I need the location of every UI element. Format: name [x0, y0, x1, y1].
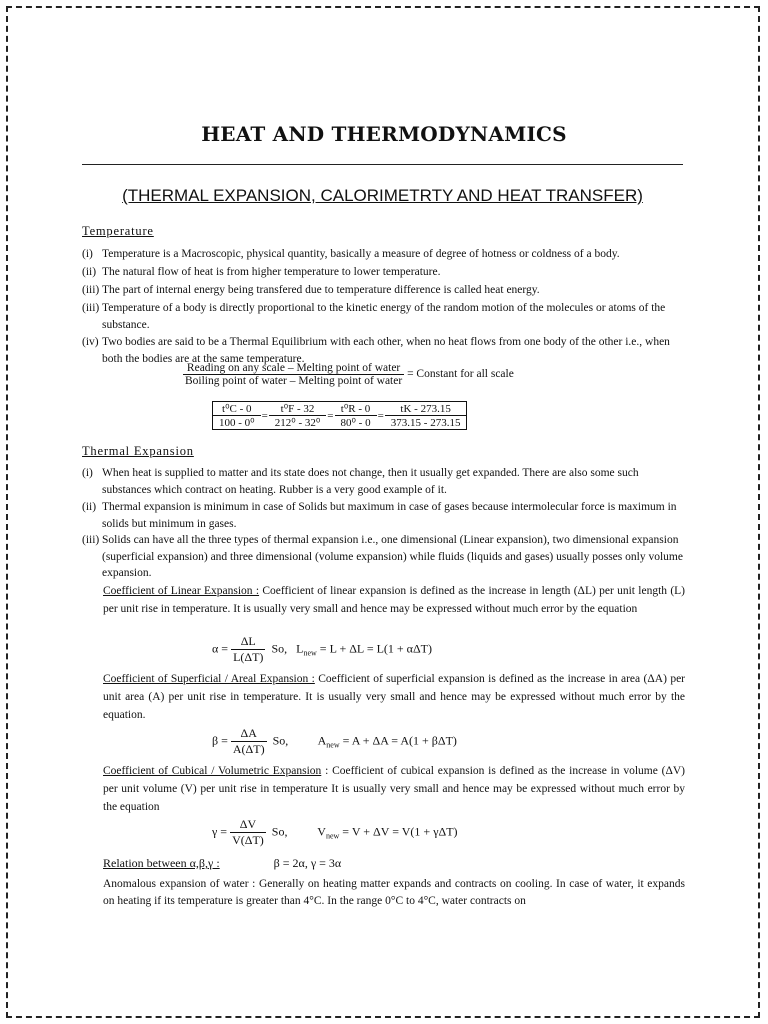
list-item	[82, 300, 685, 333]
eq-var: A	[317, 733, 327, 748]
item-text: Solids can have all the three types of thermal expansion i.e., one dimensional (Linear expansion), two dimensional expansion (superficial expansion) and three dimensional (volume expansion) while fluids (liquids and gases) usually posses only volume expansion.	[102, 534, 683, 579]
item-text: Temperature of a body is directly proportional to the kinetic energy of the random motion of the molecules or atoms of the substance.	[102, 302, 666, 331]
item-number: (i)	[82, 248, 93, 260]
anomalous-paragraph: Anomalous expansion of water : Generally on heating matter expands and contracts on cooling. In case of water, it expands on heating if its temperature is greater than 4°C. In the range 0°C to 4°C, water contracts on	[103, 878, 685, 907]
item-number: (ii)	[82, 501, 97, 513]
section-heading-temperature: Temperature	[82, 224, 154, 238]
equals-sign: =	[377, 409, 384, 422]
item-number: (i)	[82, 467, 93, 479]
cubical-equation	[212, 817, 458, 848]
page-title: HEAT AND THERMODYNAMICS	[201, 122, 567, 146]
ratio-num: t⁰F - 32	[280, 403, 315, 415]
eq-numerator: ΔL	[231, 634, 265, 650]
eq-numerator: ΔA	[231, 726, 267, 742]
eq-sub: new	[303, 648, 317, 658]
scale-rhs: = Constant for all scale	[407, 368, 514, 381]
ratio-numerators	[213, 402, 466, 416]
item-number: (iv)	[82, 336, 99, 348]
areal-expansion-text: Coefficient of superficial expansion is defined as the increase in area (ΔA) per unit area (A) per unit rise in temperature. It is usually very small and hence may be expressed without much error by the equation.	[103, 673, 686, 721]
list-item	[82, 499, 685, 532]
cubical-expansion-heading: Coefficient of Cubical / Volumetric Expansion	[103, 765, 322, 777]
ratio-box	[212, 401, 467, 430]
linear-equation	[212, 634, 432, 665]
eq-sub: new	[325, 831, 340, 841]
eq-denominator: V(ΔT)	[232, 833, 264, 847]
areal-equation	[212, 726, 457, 757]
scale-denominator: Boiling point of water – Melting point of water	[185, 375, 403, 387]
equals-sign: =	[261, 409, 268, 422]
eq-rhs: = A + ΔA = A(1 + βΔT)	[342, 733, 457, 748]
scale-numerator: Reading on any scale – Melting point of water	[183, 362, 404, 375]
eq-lhs: γ =	[212, 824, 228, 839]
list-item	[82, 465, 685, 498]
eq-var: V	[317, 824, 326, 839]
ratio-den: 373.15 - 273.15	[385, 416, 467, 430]
eq-denominator: A(ΔT)	[232, 742, 265, 756]
scale-formula	[183, 362, 514, 387]
item-number: (iii)	[82, 534, 100, 546]
item-text: When heat is supplied to matter and its state does not change, then it usually get expanded. There are also some such substances which contract on heating. Rubber is a very good example of it.	[102, 467, 639, 496]
relation-line	[103, 856, 341, 871]
item-number: (iii)	[82, 302, 100, 314]
eq-rhs: = V + ΔV = V(1 + γΔT)	[342, 824, 458, 839]
list-item	[82, 282, 685, 299]
ratio-table	[213, 402, 466, 429]
eq-sub: new	[326, 740, 340, 750]
item-text: Two bodies are said to be a Thermal Equilibrium with each other, when no heat flows from one body of the other i.e., when both the bodies are at the same temperature.	[102, 336, 670, 365]
list-item	[82, 532, 685, 582]
eq-lhs: α =	[212, 641, 229, 656]
eq-numerator: ΔV	[230, 817, 266, 833]
eq-denominator: L(ΔT)	[233, 650, 264, 664]
eq-var: L	[296, 641, 304, 656]
eq-lhs: β =	[212, 733, 228, 748]
ratio-num: t⁰R - 0	[340, 403, 371, 415]
areal-expansion-paragraph	[103, 670, 685, 724]
equals-sign: =	[327, 409, 334, 422]
eq-so: So,	[271, 641, 288, 656]
item-text: The part of internal energy being transfered due to temperature difference is called heat energy.	[102, 284, 540, 296]
relation-heading: Relation between α,β,γ :	[103, 856, 220, 870]
cubical-expansion-text: : Coefficient of cubical expansion is defined as the increase in volume (ΔV) per unit volume (V) per unit rise in temperature It is usually very small and hence may be expressed without much error by the equation	[103, 765, 686, 813]
title-rule	[82, 164, 683, 165]
item-number: (iii)	[82, 284, 100, 296]
list-item	[82, 246, 685, 263]
item-text: The natural flow of heat is from higher temperature to lower temperature.	[102, 266, 441, 278]
eq-fraction	[230, 817, 266, 848]
eq-fraction	[231, 634, 265, 665]
eq-so: So,	[272, 733, 289, 748]
cubical-expansion-paragraph	[103, 762, 685, 816]
item-text: Thermal expansion is minimum in case of Solids but maximum in case of gases because intermolecular force is maximum in solids but minimum in gases.	[102, 501, 677, 530]
linear-expansion-heading: Coefficient of Linear Expansion :	[103, 585, 260, 597]
scale-fraction	[183, 362, 404, 387]
eq-rhs: = L + ΔL = L(1 + αΔT)	[319, 641, 433, 656]
ratio-den: 100 - 0⁰	[213, 416, 261, 430]
ratio-num: tK - 273.15	[400, 402, 451, 415]
ratio-denominators	[213, 416, 466, 430]
item-text: Temperature is a Macroscopic, physical quantity, basically a measure of degree of hotness or coldness of a body.	[102, 248, 620, 260]
linear-expansion-paragraph	[103, 582, 685, 618]
section-heading-thermal-expansion: Thermal Expansion	[82, 444, 194, 458]
eq-fraction	[231, 726, 267, 757]
relation-text: β = 2α, γ = 3α	[273, 856, 342, 870]
areal-expansion-heading: Coefficient of Superficial / Areal Expansion :	[103, 673, 315, 685]
linear-expansion-text: Coefficient of linear expansion is defined as the increase in length (ΔL) per unit length (L) per unit rise in temperature. It is usually very small and hence may be expressed without much error by the equation	[103, 585, 686, 615]
eq-so: So,	[271, 824, 288, 839]
ratio-den: 80⁰ - 0	[335, 416, 377, 430]
page-subtitle: (THERMAL EXPANSION, CALORIMETRTY AND HEAT TRANSFER)	[122, 186, 643, 205]
item-number: (ii)	[82, 266, 97, 278]
ratio-den: 212⁰ - 32⁰	[269, 416, 326, 430]
list-item	[82, 264, 685, 281]
ratio-num: t⁰C - 0	[222, 403, 252, 415]
